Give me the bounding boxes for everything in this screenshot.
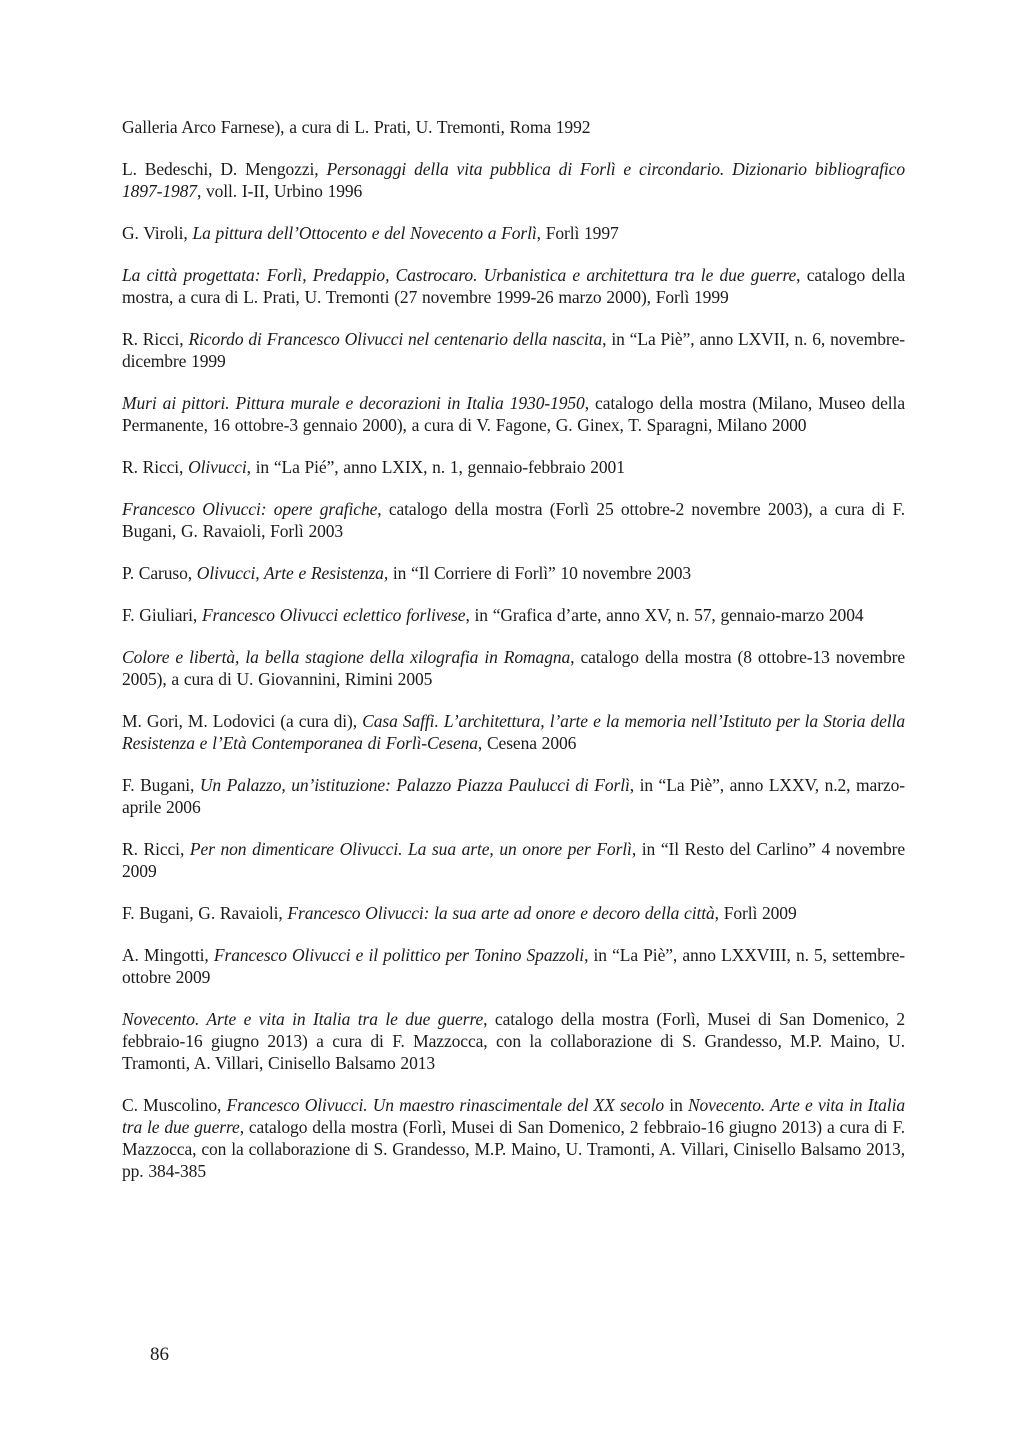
entry-title-italic: La pittura dell’Ottocento e del Novecento a Forlì [192, 223, 537, 243]
entry-title-italic: Olivucci [188, 457, 247, 477]
entry-text: R. Ricci, [122, 329, 189, 349]
entry-text: F. Bugani, G. Ravaioli, [122, 903, 288, 923]
bibliography-entry [122, 902, 905, 924]
bibliography-entry [122, 1094, 905, 1182]
bibliography-entry [122, 328, 905, 372]
bibliography-entry [122, 710, 905, 754]
entry-title-italic: Muri ai pittori. Pittura murale e decorazioni in Italia 1930-1950 [122, 393, 585, 413]
entry-text: R. Ricci, [122, 457, 189, 477]
bibliography-entry [122, 158, 905, 202]
entry-text: , catalogo della mostra, a cura di L. Prati, U. Tremonti (27 novembre 1999-26 marzo 2000), Forlì 1999 [122, 265, 905, 307]
entry-text: , in “Grafica d’arte, anno XV, n. 57, gennaio-marzo 2004 [465, 605, 864, 625]
entry-title-italic: Francesco Olivucci e il polittico per Tonino Spazzoli [213, 945, 585, 965]
entry-text: P. Caruso, [122, 563, 197, 583]
bibliography-entry [122, 456, 905, 478]
entry-title-italic: Francesco Olivucci. Un maestro rinascimentale del XX secolo [226, 1095, 665, 1115]
entry-text: , in “La Piè”, anno LXXV, n.2, marzo-aprile 2006 [122, 775, 905, 817]
entry-title-italic: Novecento. Arte e vita in Italia tra le due guerre [122, 1009, 484, 1029]
entry-text: , catalogo della mostra (Milano, Museo della Permanente, 16 ottobre-3 gennaio 2000), a cura di V. Fagone, G. Ginex, T. Sparagni, Milano 2000 [122, 393, 905, 435]
entry-title-italic: Casa Saffi. L’architettura, l’arte e la memoria nell’Istituto per la Storia della Resistenza e l’Età Contemporanea di Forlì-Cesena [122, 711, 905, 753]
entry-text: , in “Il Resto del Carlino” 4 novembre 2009 [122, 839, 905, 881]
bibliography-entry [122, 116, 905, 138]
entry-text: , catalogo della mostra (Forlì, Musei di San Domenico, 2 febbraio-16 giugno 2013) a cura di F. Mazzocca, con la collaborazione di S. Grandesso, M.P. Maino, U. Tramonti, A. Villari, Cinisello Balsamo 2013, pp. 384-385 [122, 1117, 905, 1181]
bibliography-entry [122, 944, 905, 988]
bibliography-entry [122, 392, 905, 436]
entry-text: R. Ricci, [122, 839, 190, 859]
bibliography-entries [122, 116, 905, 1182]
entry-text: G. Viroli, [122, 223, 193, 243]
entry-text: , catalogo della mostra (Forlì 25 ottobre-2 novembre 2003), a cura di F. Bugani, G. Ravaioli, Forlì 2003 [122, 499, 905, 541]
entry-title-italic: Per non dimenticare Olivucci. La sua arte, un onore per Forlì [189, 839, 632, 859]
entry-text: , voll. I-II, Urbino 1996 [196, 181, 363, 201]
entry-title-italic: Colore e libertà, la bella stagione della xilografia in Romagna [122, 647, 571, 667]
entry-title-italic: Olivucci, Arte e Resistenza, [196, 563, 389, 583]
entry-title-italic: Francesco Olivucci: opere grafiche [122, 499, 378, 519]
bibliography-entry [122, 838, 905, 882]
entry-text: A. Mingotti, [122, 945, 214, 965]
entry-text: F. Giuliari, [122, 605, 202, 625]
entry-title-italic: Francesco Olivucci: la sua arte ad onore e decoro della città [287, 903, 715, 923]
entry-text: M. Gori, M. Lodovici (a cura di), [122, 711, 363, 731]
entry-title-italic: Francesco Olivucci eclettico forlivese [201, 605, 466, 625]
entry-text: , in “La Piè”, anno LXVII, n. 6, novembre-dicembre 1999 [122, 329, 905, 371]
bibliography-entry [122, 1008, 905, 1074]
entry-title-italic: La città progettata: Forlì, Predappio, Castrocaro. Urbanistica e architettura tra le due guerre [122, 265, 797, 285]
entry-text: , catalogo della mostra (Forlì, Musei di San Domenico, 2 febbraio-16 giugno 2013) a cura di F. Mazzocca, con la collaborazione di S. Grandesso, M.P. Maino, U. Tramonti, A. Villari, Cinisello Balsamo 2013 [122, 1009, 905, 1073]
bibliography-entry [122, 562, 905, 584]
bibliography-entry [122, 222, 905, 244]
entry-text: , Forlì 2009 [714, 903, 797, 923]
entry-title-italic: Un Palazzo, un’istituzione: Palazzo Piazza Paulucci di Forlì [199, 775, 630, 795]
entry-text: , Forlì 1997 [536, 223, 619, 243]
bibliography-entry [122, 646, 905, 690]
bibliography [122, 116, 905, 1202]
entry-text: , in “La Pié”, anno LXIX, n. 1, gennaio-febbraio 2001 [246, 457, 625, 477]
entry-text: , catalogo della mostra (8 ottobre-13 novembre 2005), a cura di U. Giovannini, Rimini 2005 [122, 647, 906, 689]
entry-text: C. Muscolino, [122, 1095, 227, 1115]
entry-text: Galleria Arco Farnese), a cura di L. Prati, U. Tremonti, Roma 1992 [122, 117, 591, 137]
entry-title-italic: Personaggi della vita pubblica di Forlì e circondario. Dizionario bibliografico 1897-1987 [122, 159, 905, 201]
entry-text: , in “La Piè”, anno LXXVIII, n. 5, settembre-ottobre 2009 [122, 945, 905, 987]
bibliography-entry [122, 264, 905, 308]
entry-text: , Cesena 2006 [477, 733, 577, 753]
entry-text: F. Bugani, [122, 775, 200, 795]
entry-text: in [664, 1095, 688, 1115]
entry-title-italic: Ricordo di Francesco Olivucci nel centenario della nascita [188, 329, 603, 349]
entry-title-italic: Novecento. Arte e vita in Italia tra le due guerre [122, 1095, 905, 1137]
entry-text: L. Bedeschi, D. Mengozzi, [122, 159, 327, 179]
bibliography-entry [122, 498, 905, 542]
bibliography-entry [122, 774, 905, 818]
page-number: 86 [150, 1344, 169, 1365]
bibliography-entry [122, 604, 905, 626]
entry-text: in “Il Corriere di Forlì” 10 novembre 2003 [388, 563, 692, 583]
